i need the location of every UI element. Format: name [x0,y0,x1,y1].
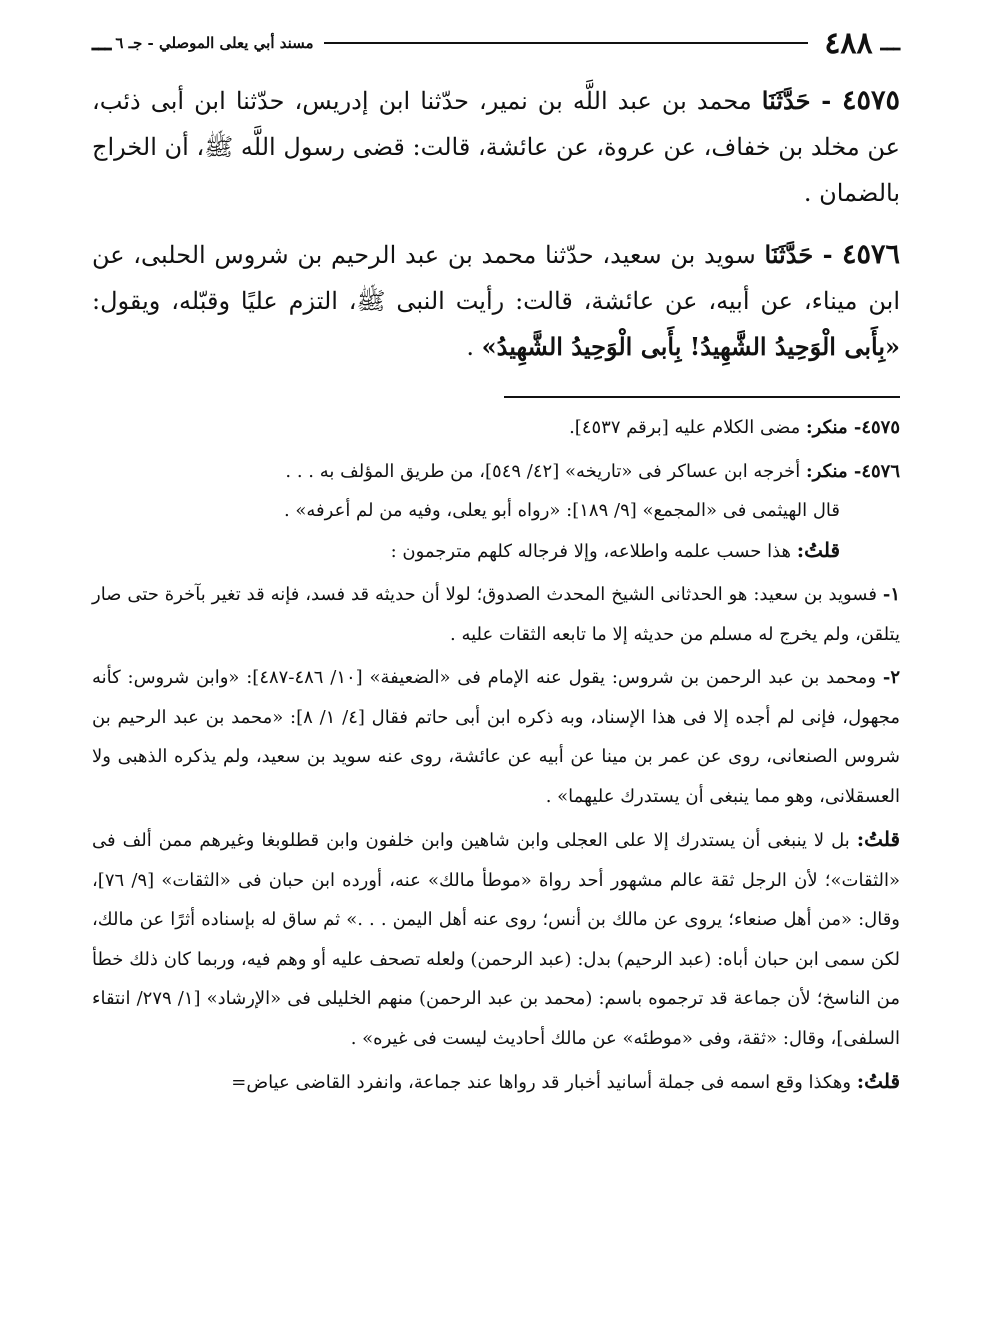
footnote [92,820,900,1058]
running-title: مسند أبي يعلى الموصلي - جـ ٦ [115,34,314,52]
footnote-text: بل لا ينبغى أن يستدرك إلا على العجلى وابن شاهين وابن خلفون وابن قطلوبغا وغيرهم ممن ألف فى «الثقات»؛ لأن الرجل ثقة عالم مشهور أحد رواة «موطأ مالك» عنه، أورده ابن حبان فى «الثقات» [٩/ ٧٦]، وقال: «من أهل صنعاء؛ يروى عن مالك بن أنس؛ روى عنه أهل اليمن . . .» ثم ساق له بإسناده أثرًا عن مالك، لكن سمى ابن حبان أباه: (عبد الرحيم) بدل: (عبد الرحمن) ولعله تصحف عليه أو وهم فيه، وربما كان ذلك خطأ من الناسخ؛ لأن جماعة قد ترجموه باسم: (محمد بن عبد الرحمن) منهم الخليلى فى «الإرشاد» [١/ ٢٧٩/ انتقاء السلفى]، وقال: «ثقة، وفى «موطئه» عن مالك أحاديث ليست فى غيره» . [92,830,900,1049]
footnote-label: ٢- [882,667,900,688]
hadith-separator: - [810,86,842,115]
header-dash-left: ـــ [880,30,900,56]
hadith-quote: «بِأَبى الْوَحِيدُ الشَّهِيدُ! بِأَبى الْوَحِيدُ الشَّهِيدُ» [481,332,900,361]
hadith-text: محمد بن عبد اللَّه بن نمير، حدّثنا ابن إدريس، حدّثنا ابن أبى ذئب، عن مخلد بن خفاف، عن عروة، عن عائشة، قالت: قضى رسول اللَّه ﷺ، أن الخراج بالضمان . [92,87,900,207]
footnote-label: ١- [882,584,901,605]
footnote [92,491,900,531]
page-number: ٤٨٨ [824,25,873,61]
footnote [92,408,900,448]
footnote-text: قال الهيثمى فى «المجمع» [٩/ ١٨٩]: «رواه أبو يعلى، وفيه من لم أعرفه» . [283,500,840,521]
footnote-text: فسويد بن سعيد: هو الحدثانى الشيخ المحدث الصدوق؛ لولا أن حديثه قد فسد، فإنه قد تغير بآخرة حتى صار يتلقن، ولم يخرج له مسلم من حديثه إلا ما تابعه الثقات عليه . [92,584,900,645]
hadith-paragraph [92,232,900,370]
hadith-narration-term: حَدَّثَنَا [761,86,811,115]
header-rule [324,42,809,44]
footnote-label: قلتُ: [856,1069,900,1093]
footnote [92,452,900,492]
footnote-text: هذا حسب علمه واطلاعه، وإلا فرجاله كلهم مترجمون : [390,540,792,562]
hadith-separator: - [813,240,842,269]
footnote-text: وهكذا وقع اسمه فى جملة أسانيد أخبار قد رواها عند جماعة، وانفرد القاضى عياض= [231,1072,852,1093]
footnote-label: قلتُ: [796,537,840,562]
page-header [92,25,900,61]
footnote-label: ٤٥٧٥- منكر: [806,417,900,438]
footnote [92,575,900,654]
footnote-separator [504,396,900,398]
hadith-paragraph [92,78,900,216]
footnote-text: ومحمد بن عبد الرحمن بن شروس: يقول عنه الإمام فى «الضعيفة» [١٠/ ٤٨٦-٤٨٧]: «وابن شروس: كأنه مجهول، فإنى لم أجده إلا فى هذا الإسناد، وبه ذكره ابن أبى حاتم فقال [٤/ ١/ ٨]: «محمد بن عبد الرحيم بن شروس الصنعانى، روى عن عمر بن مينا عن أبيه عن عائشة، روى عنه سويد بن سعيد، ولم يذكره الذهبى ولا العسقلانى، وهو مما ينبغى أن يستدرك عليهما» . [92,667,900,807]
footnote-text: أخرجه ابن عساكر فى «تاريخه» [٤٢/ ٥٤٩]، من طريق المؤلف به . . . [285,460,801,482]
footnote [92,531,900,572]
hadith-narration-term: حَدَّثَنَا [764,240,814,269]
footnote [92,1062,900,1103]
hadith-number: ٤٥٧٥ [841,85,900,116]
header-dash-right: ـــ [92,30,112,56]
footnote [92,658,900,816]
hadith-quote-end: . [466,333,474,361]
footnotes [92,408,900,1103]
hadith-number: ٤٥٧٦ [842,239,901,270]
footnote-text: مضى الكلام عليه [برقم ٤٥٣٧]. [569,417,801,438]
hadith-text: سويد بن سعيد، حدّثنا محمد بن عبد الرحيم بن شروس الحلبى، عن ابن ميناء، عن أبيه، عن عائشة، قالت: رأيت النبى ﷺ، التزم عليًا وقبّله، ويقول: [92,241,900,315]
footnote-label: ٤٥٧٦- منكر: [806,460,900,482]
main-text [92,78,900,370]
footnote-label: قلتُ: [856,827,900,851]
